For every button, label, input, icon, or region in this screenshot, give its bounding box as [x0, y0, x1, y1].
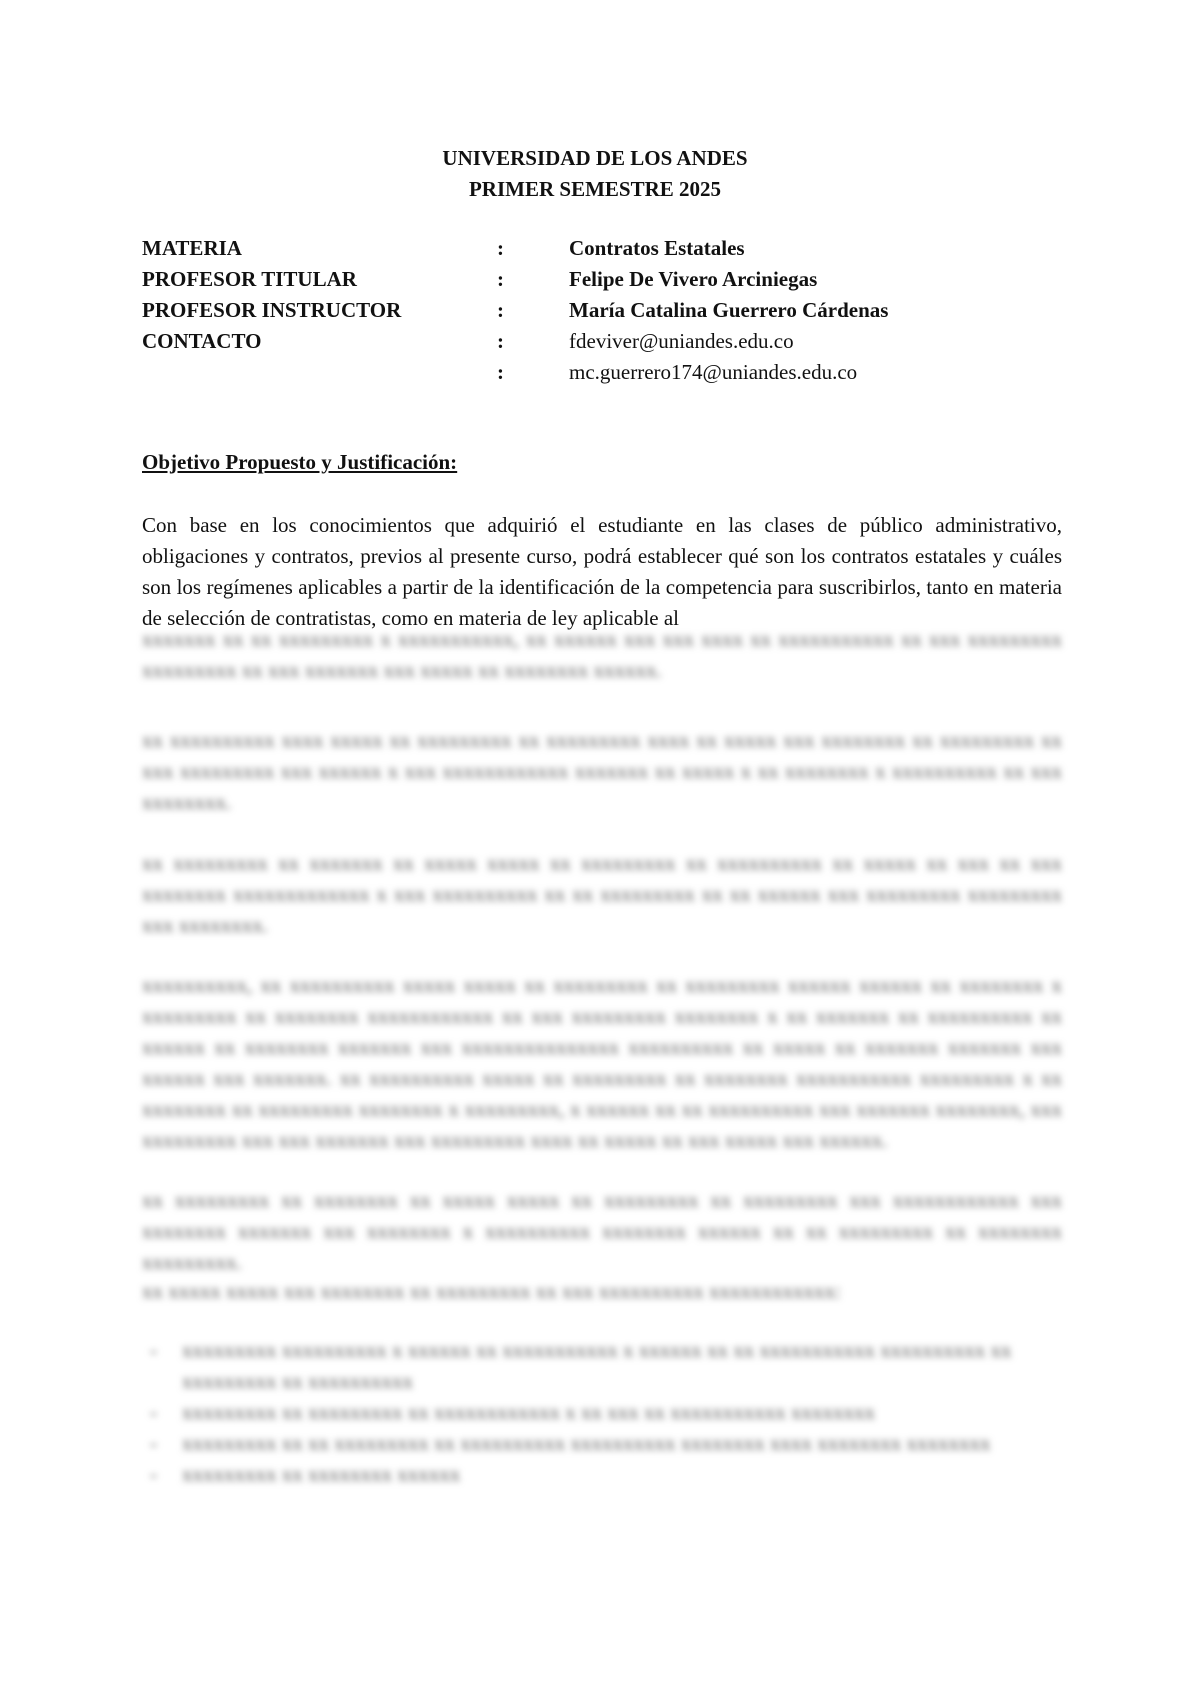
info-row-profesor-titular	[142, 264, 1062, 295]
info-value-materia: Contratos Estatales	[569, 236, 745, 260]
blurred-paragraph: xxxxxxxxxx, xx xxxxxxxxxx xxxxx xxxxx xx xxxxxxxxx xx xxxxxxxxx xxxxxx xxxxxx xx xxxxxxxx x xxxxxxxxx xx xxxxxxxx xxxxxxxxxxxx xx xxx xxxxxxxxx xxxxxxxx x xx xxxxxxx xx xxxxxxxxxx xx xxxxxx xx xxxxxxxx xxxxxxx xxx xxxxxxxxxxxxxxx xxxxxxxxxx xx xxxxx xx xxxxxxx xxxxxxx xxx xxxxxx xxx xxxxxxx. xx xxxxxxxxxx xxxxx xx xxxxxxxxx xx xxxxxxxx xxxxxxxxxxx xxxxxxxxx x xx xxxxxxxx xx xxxxxxxxx xxxxxxxx x xxxxxxxxx, x xxxxxx xx xx xxxxxxxxxx xxx xxxxxxx xxxxxxxx, xxx xxxxxxxxx xxx xxx xxxxxxx xxx xxxxxxxxx xxxx xx xxxxx xx xxx xxxxx xxx xxxxxx.	[142, 973, 1062, 1152]
info-row-contacto-2	[142, 357, 1062, 388]
list-item: - xxxxxxxxx xxxxxxxxxx x xxxxxx xx xxxxxxxxxxx x xxxxxx xx xx xxxxxxxxxxx xxxxxxxxxx xx xxxxxxxxx xx xxxxxxxxxx	[142, 1335, 1062, 1397]
info-label: PROFESOR TITULAR	[142, 267, 357, 291]
blurred-paragraph: xx xxxxxxxxx xx xxxxxxx xx xxxxx xxxxx xx xxxxxxxxx xx xxxxxxxxxx xx xxxxx xx xxx xx xxx xxxxxxxx xxxxxxxxxxxxx x xxx xxxxxxxxxx xx xx xxxxxxxxx xx xx xxxxxx xxx xxxxxxxxx xxxxxxxxx xxx xxxxxxxx.	[142, 851, 1062, 937]
info-colon: :	[497, 298, 504, 322]
list-item: - xxxxxxxxx xx xx xxxxxxxxx xx xxxxxxxxxx xxxxxxxxxx xxxxxxxx xxxx xxxxxxxx xxxxxxxx	[142, 1428, 1062, 1459]
contact-email-1: fdeviver@uniandes.edu.co	[569, 329, 794, 353]
info-label: CONTACTO	[142, 329, 262, 353]
section-title: Objetivo Propuesto y Justificación:	[142, 450, 458, 474]
info-colon: :	[497, 360, 504, 384]
blurred-competency-list	[142, 1335, 1062, 1490]
paragraph-1: Con base en los conocimientos que adquirió el estudiante en las clases de público administrativo, obligaciones y contratos, previos al presente curso, podrá establecer qué son los contratos estatales y cuáles son los regímenes aplicables a partir de la identificación de la competencia para suscribirlos, tanto en materia de selección de contratistas, como en materia de ley aplicable al	[142, 513, 1062, 630]
blurred-paragraph: xx xxxxx xxxxx xxx xxxxxxxx xx xxxxxxxxx xx xxx xxxxxxxxxx xxxxxxxxxxxx:	[142, 1279, 841, 1303]
university-name: UNIVERSIDAD DE LOS ANDES	[442, 146, 748, 170]
info-colon: :	[497, 267, 504, 291]
info-value-profesor-titular: Felipe De Vivero Arciniegas	[569, 267, 818, 291]
list-item: - xxxxxxxxx xx xxxxxxxxx xx xxxxxxxxxxxx x xx xxx xx xxxxxxxxxxx xxxxxxxx	[142, 1397, 1062, 1428]
info-label: MATERIA	[142, 236, 242, 260]
info-colon: :	[497, 329, 504, 353]
blurred-paragraph: xx xxxxxxxxx xx xxxxxxxx xx xxxxx xxxxx xx xxxxxxxxx xx xxxxxxxxx xxx xxxxxxxxxxxx xxx xxxxxxxx xxxxxxx xxx xxxxxxxx x xxxxxxxxxx xxxxxxxx xxxxxx xx xx xxxxxxxxx xx xxxxxxxx xxxxxxxxx.	[142, 1188, 1062, 1274]
info-row-materia	[142, 233, 1062, 264]
blurred-paragraph: xxxxxxx xx xx xxxxxxxxx x xxxxxxxxxxx, xx xxxxxx xxx xxx xxxx xx xxxxxxxxxxx xx xxx xxxxxxxxx xxxxxxxxx xx xxx xxxxxxx xxx xxxxx xx xxxxxxxx xxxxxx.	[142, 627, 1062, 682]
course-info	[142, 233, 1062, 388]
semester: PRIMER SEMESTRE 2025	[468, 177, 722, 201]
info-row-profesor-instructor	[142, 295, 1062, 326]
info-label: PROFESOR INSTRUCTOR	[142, 298, 402, 322]
list-item: - xxxxxxxxx xx xxxxxxxx xxxxxx	[142, 1459, 1062, 1490]
info-row-contacto	[142, 326, 1062, 357]
blurred-paragraph: xx xxxxxxxxxx xxxx xxxxx xx xxxxxxxxx xx xxxxxxxxx xxxx xx xxxxx xxx xxxxxxxx xx xxxxxxxxx xx xxx xxxxxxxxx xxx xxxxxx x xxx xxxxxxxxxxxx xxxxxxx xx xxxxx x xx xxxxxxxx x xxxxxxxxxx xx xxx xxxxxxxx.	[142, 728, 1062, 814]
contact-email-2: mc.guerrero174@uniandes.edu.co	[569, 360, 858, 384]
info-colon: :	[497, 236, 504, 260]
document-header	[0, 143, 1190, 205]
info-value-profesor-instructor: María Catalina Guerrero Cárdenas	[569, 298, 889, 322]
info-label	[142, 357, 497, 388]
